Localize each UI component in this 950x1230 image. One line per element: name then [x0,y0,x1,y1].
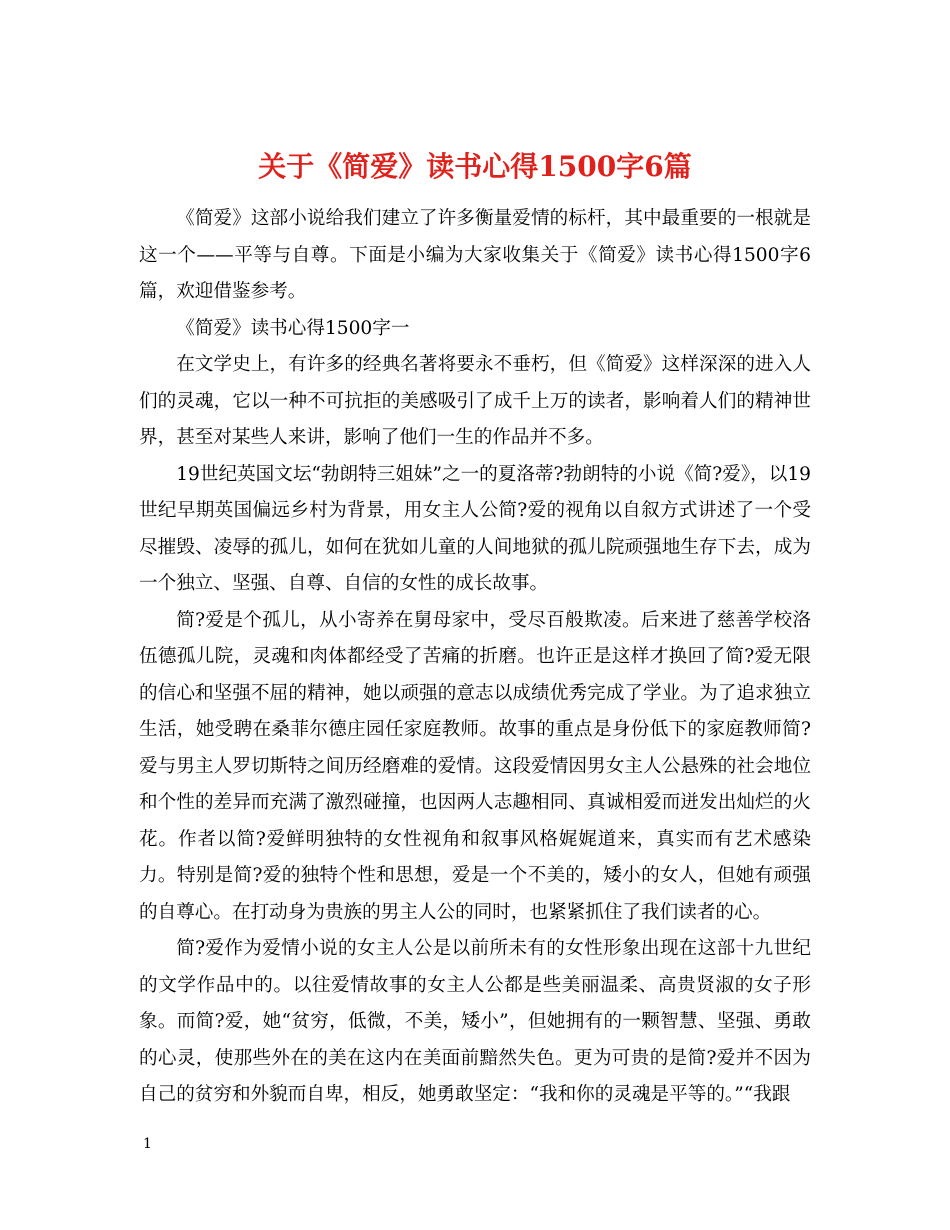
paragraph-heroine-image: 简?爱作为爱情小说的女主人公是以前所未有的女性形象出现在这部十九世纪的文学作品中的。以往爱情故事的女主人公都是些美丽温柔、高贵贤淑的女子形象。而简?爱，她“贫穷，低微，不美，矮小”，但她拥有的一颗智慧、坚强、勇敢的心灵，使那些外在的美在这内在美面前黯然失色。更为可贵的是简?爱并不因为自己的贫穷和外貌而自卑，相反，她勇敢坚定：“我和你的灵魂是平等的。”“我跟 [139,938,811,1105]
document-title: 关于《简爱》读书心得1500字6篇 [258,149,692,183]
paragraph-novel-background: 19世纪英国文坛“勃朗特三姐妹”之一的夏洛蒂?勃朗特的小说《简?爱》，以19世纪早期英国偏远乡村为背景，用女主人公简?爱的视角以自叙方式讲述了一个受尽摧毁、凌辱的孤儿，如何在犹如儿童的人间地狱的孤儿院顽强地生存下去，成为一个独立、坚强、自尊、自信的女性的成长故事。 [139,463,811,594]
document-body [139,201,811,1114]
paragraph-intro: 《简爱》这部小说给我们建立了许多衡量爱情的标杆，其中最重要的一根就是这一个——平等与自尊。下面是小编为大家收集关于《简爱》读书心得1500字6篇，欢迎借鉴参考。 [139,208,811,302]
section-heading-one: 《简爱》读书心得1500字一 [176,317,410,339]
paragraph-jane-story: 简?爱是个孤儿，从小寄养在舅母家中，受尽百般欺凌。后来进了慈善学校洛伍德孤儿院，灵魂和肉体都经受了苦痛的折磨。也许正是这样才换回了简?爱无限的信心和坚强不屈的精神，她以顽强的意志以成绩优秀完成了学业。为了追求独立生活，她受聘在桑菲尔德庄园任家庭教师。故事的重点是身份低下的家庭教师简?爱与男主人罗切斯特之间历经磨难的爱情。这段爱情因男女主人公悬殊的社会地位和个性的差异而充满了激烈碰撞，也因两人志趣相同、真诚相爱而迸发出灿烂的火花。作者以简?爱鲜明独特的女性视角和叙事风格娓娓道来，真实而有艺术感染力。特别是简?爱的独特个性和思想，爱是一个不美的，矮小的女人，但她有顽强的自尊心。在打动身为贵族的男主人公的同时，也紧紧抓住了我们读者的心。 [139,609,811,923]
paragraph-classic-works: 在文学史上，有许多的经典名著将要永不垂朽，但《简爱》这样深深的进入人们的灵魂，它以一种不可抗拒的美感吸引了成千上万的读者，影响着人们的精神世界，甚至对某些人来讲，影响了他们一生的作品并不多。 [139,354,811,448]
page-number: 1 [143,1136,152,1152]
